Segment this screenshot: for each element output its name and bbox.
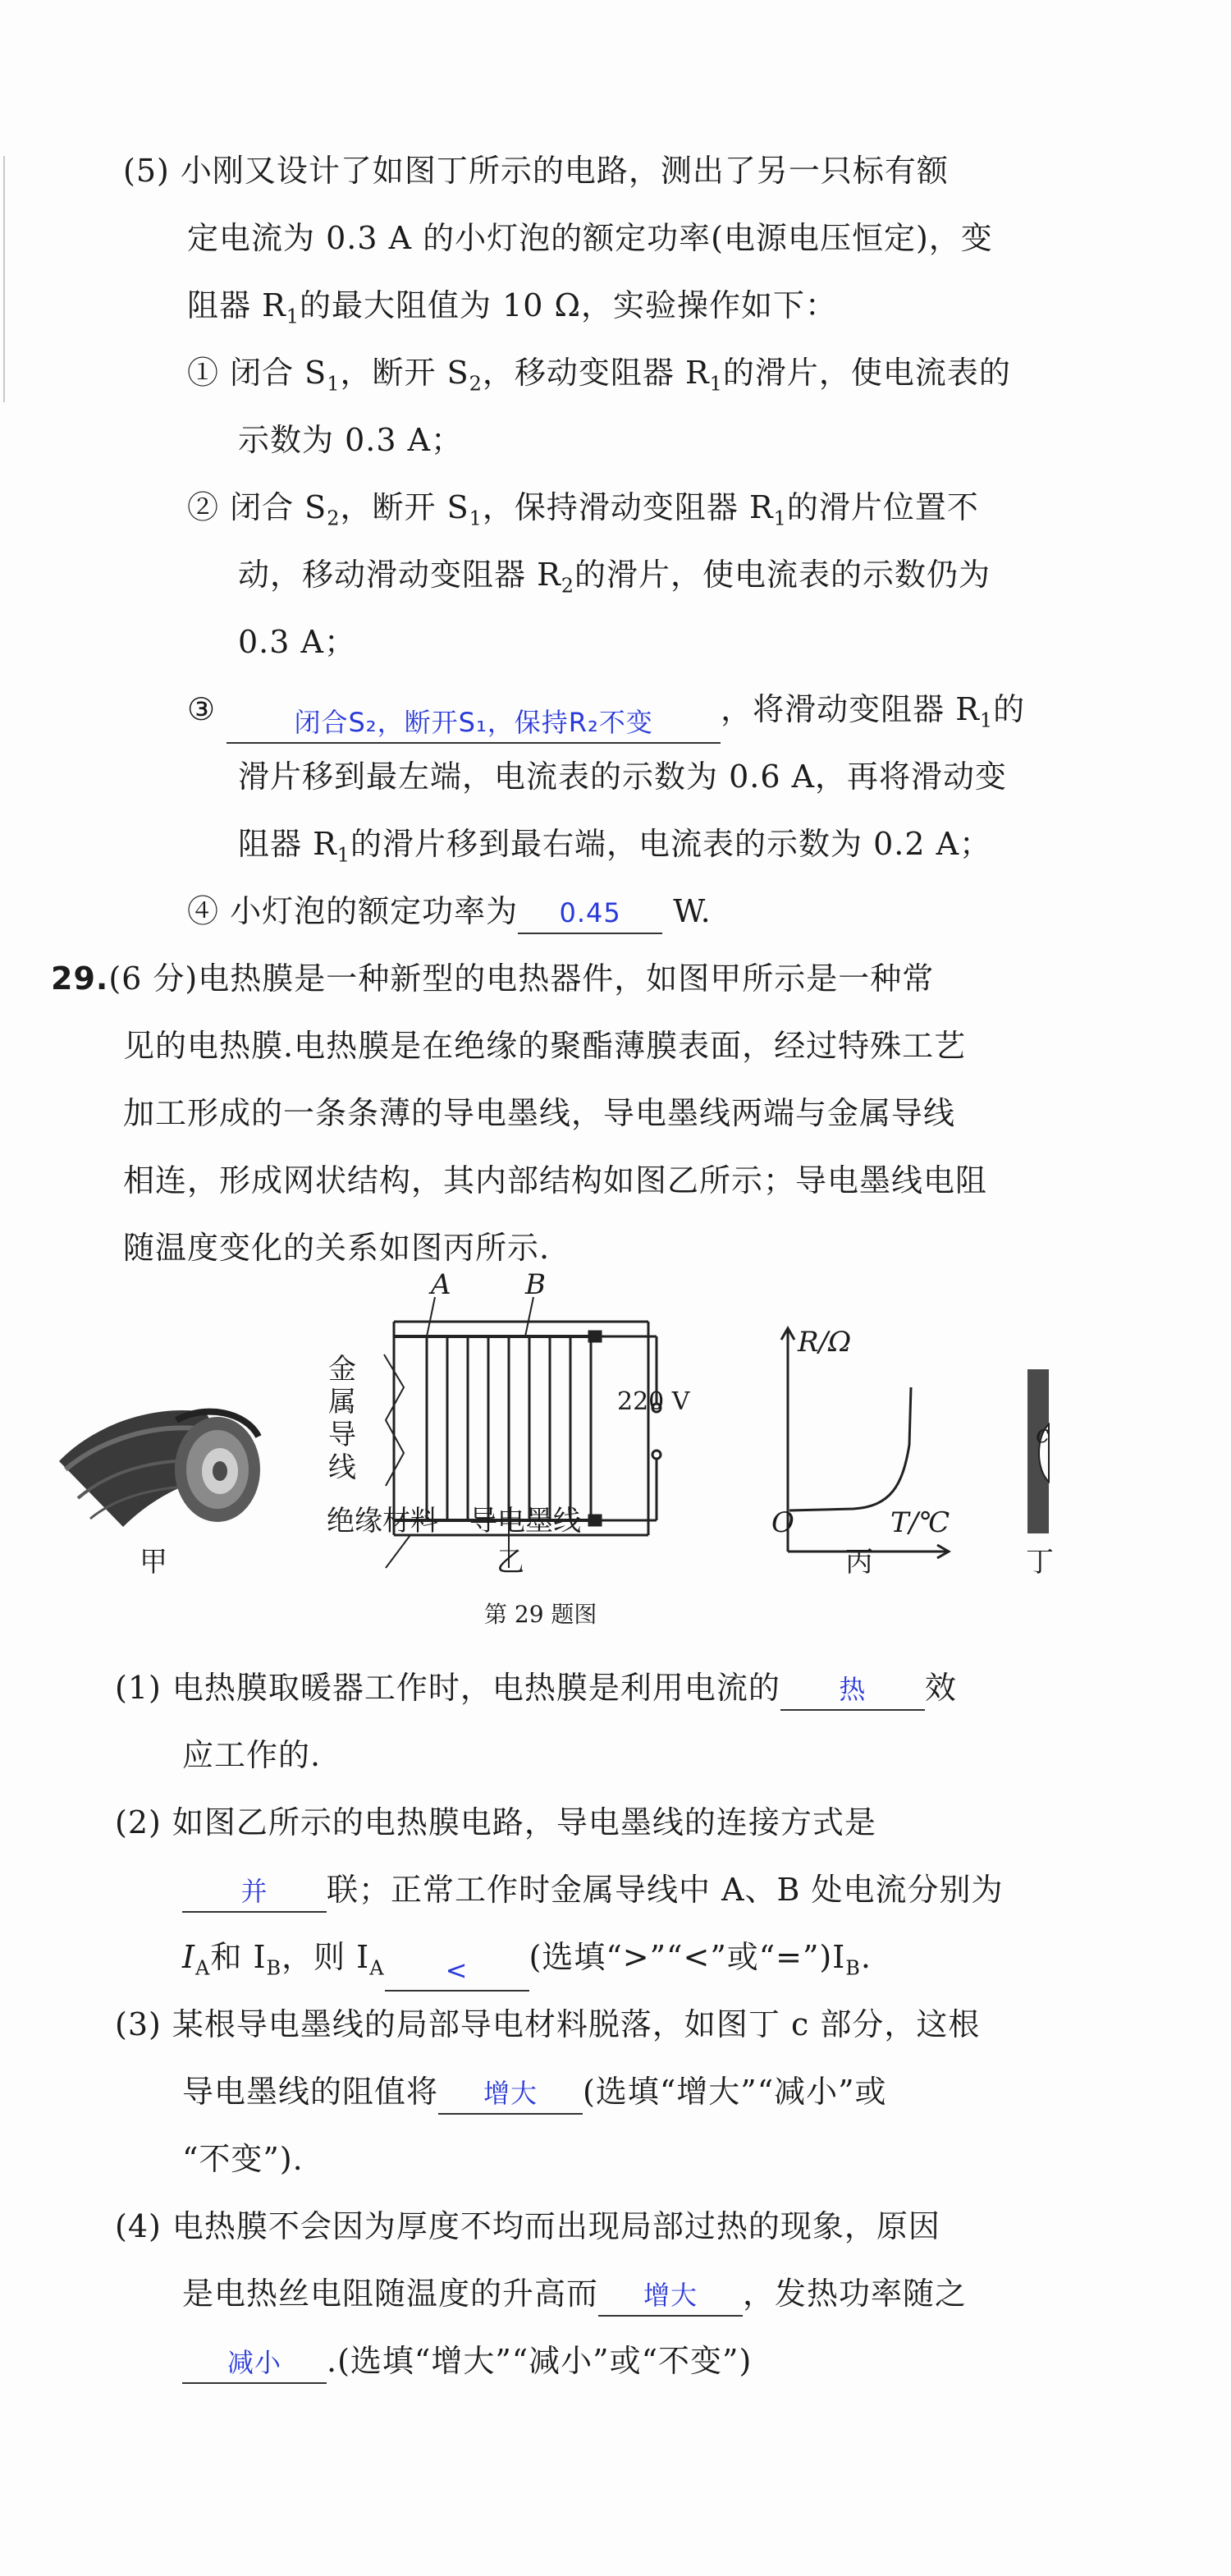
q29-3-line3: “不变”). — [182, 2141, 304, 2177]
y-axis-label: R/Ω — [798, 1326, 852, 1359]
step1-line2: 示数为 0.3 A； — [238, 422, 464, 458]
broken-ink-line — [1027, 1369, 1049, 1533]
q29-line3: 加工形成的一条条薄的导电墨线，导电墨线两端与金属导线 — [123, 1095, 956, 1131]
step4-blank[interactable] — [518, 893, 662, 934]
q28-5-intro-line3: 阻器 $R_1$的最大阻值为 10 Ω，实验操作如下： — [187, 287, 838, 328]
heating-film-roll-image — [59, 1410, 260, 1527]
step4-line: ④ 小灯泡的额定功率为 0.45 W. — [187, 888, 712, 934]
q29-3-answer: 增大 — [483, 2078, 538, 2109]
q29-1-line1: (1) 电热膜取暖器工作时，电热膜是利用电流的 热 效 — [115, 1665, 957, 1711]
q29-line1: 29.(6 分)电热膜是一种新型的电热器件，如图甲所示是一种常 — [51, 960, 935, 997]
q29-4-line1: (4) 电热膜不会因为厚度不均而出现局部过热的现象，原因 — [115, 2208, 940, 2244]
step3-line3: 阻器 $R_1$的滑片移到最右端，电流表的示数为 0.2 A； — [238, 826, 992, 867]
q29-4-line2: 是电热丝电阻随温度的升高而 增大 ，发热功率随之 — [182, 2271, 967, 2317]
q29-2-line1: (2) 如图乙所示的电热膜电路，导电墨线的连接方式是 — [115, 1804, 876, 1840]
q28-5-intro-line1: (5) 小刚又设计了如图丁所示的电路，测出了另一只标有额 — [123, 153, 949, 189]
q29-2-blank1[interactable] — [182, 1872, 327, 1913]
point-a-label: A — [431, 1268, 451, 1301]
x-axis-label: T/℃ — [890, 1506, 950, 1539]
q29-line2: 见的电热膜.电热膜是在绝缘的聚酯薄膜表面，经过特殊工艺 — [123, 1028, 967, 1064]
point-b-label: B — [525, 1268, 546, 1301]
q29-1-line2: 应工作的. — [182, 1737, 322, 1773]
ink-line-label: 导电墨线 — [469, 1505, 581, 1538]
q29-number: 29. — [51, 960, 109, 997]
metal-wire-char-1: 金 — [328, 1353, 356, 1386]
q29-3-line1: (3) 某根导电墨线的局部导电材料脱落，如图丁 c 部分，这根 — [115, 2006, 981, 2042]
step1-line1: ① 闭合 $S_1$，断开 $S_2$，移动变阻器 $R_1$的滑片，使电流表的 — [187, 355, 1011, 396]
part-c-label: c — [1036, 1420, 1050, 1449]
origin-label: O — [771, 1506, 794, 1539]
margin-rule — [3, 156, 5, 402]
q29-4-line3: 减小 .(选填“增大”“减小”或“不变”) — [182, 2338, 752, 2384]
q29-line5: 随温度变化的关系如图丙所示. — [123, 1230, 551, 1266]
step2-line2: 动，移动滑动变阻器 $R_2$的滑片，使电流表的示数仍为 — [238, 557, 991, 598]
q29-4-blank1[interactable] — [598, 2276, 743, 2317]
metal-wire-char-4: 线 — [328, 1451, 356, 1484]
q29-4-answer1: 增大 — [643, 2280, 698, 2311]
q29-line4: 相连，形成网状结构，其内部结构如图乙所示；导电墨线电阻 — [123, 1162, 988, 1199]
figure-label-bing: 丙 — [845, 1546, 873, 1579]
q29-2-line2: 并 联；正常工作时金属导线中 A、B 处电流分别为 — [182, 1867, 1004, 1913]
step4-answer: 0.45 — [559, 897, 621, 928]
step3-line1: ③ 闭合S₂，断开S₁，保持R₂不变 ，将滑动变阻器 $R_1$的 — [187, 686, 1025, 744]
q29-4-answer2: 减小 — [227, 2347, 281, 2378]
q29-3-blank[interactable] — [438, 2074, 583, 2115]
insulation-label: 绝缘材料 — [327, 1505, 438, 1538]
figure-label-ding: 丁 — [1026, 1546, 1054, 1579]
figure-label-yi: 乙 — [497, 1546, 524, 1579]
metal-wire-char-3: 导 — [328, 1419, 356, 1451]
q29-2-blank2[interactable] — [385, 1950, 529, 1992]
voltage-label: 220 V — [617, 1387, 690, 1416]
q29-1-blank[interactable] — [780, 1670, 925, 1711]
step3-answer: 闭合S₂，断开S₁，保持R₂不变 — [294, 706, 653, 738]
q29-2-line3: $I_A$和 $I_B$，则 $I_A$ < (选填“>”“<”或“$=”)I_B$. — [182, 1934, 872, 1992]
figure-caption: 第 29 题图 — [484, 1601, 597, 1628]
step3-line2: 滑片移到最左端，电流表的示数为 0.6 A，再将滑动变 — [238, 759, 1008, 795]
metal-wire-char-2: 属 — [328, 1386, 356, 1419]
q29-2-answer2: < — [445, 1954, 469, 1986]
q29-1-answer: 热 — [839, 1674, 867, 1705]
q28-5-intro-line2: 定电流为 0.3 A 的小灯泡的额定功率(电源电压恒定)，变 — [187, 220, 993, 256]
step2-line3: 0.3 A； — [238, 624, 356, 660]
step2-line1: ② 闭合 $S_2$，断开 $S_1$，保持滑动变阻器 $R_1$的滑片位置不 — [187, 489, 979, 530]
step3-blank[interactable] — [227, 703, 721, 744]
q29-3-line2: 导电墨线的阻值将 增大 (选填“增大”“减小”或 — [182, 2069, 887, 2115]
q29-4-blank2[interactable] — [182, 2343, 327, 2384]
figure-label-jia: 甲 — [140, 1546, 167, 1579]
q29-2-answer1: 并 — [240, 1876, 268, 1907]
